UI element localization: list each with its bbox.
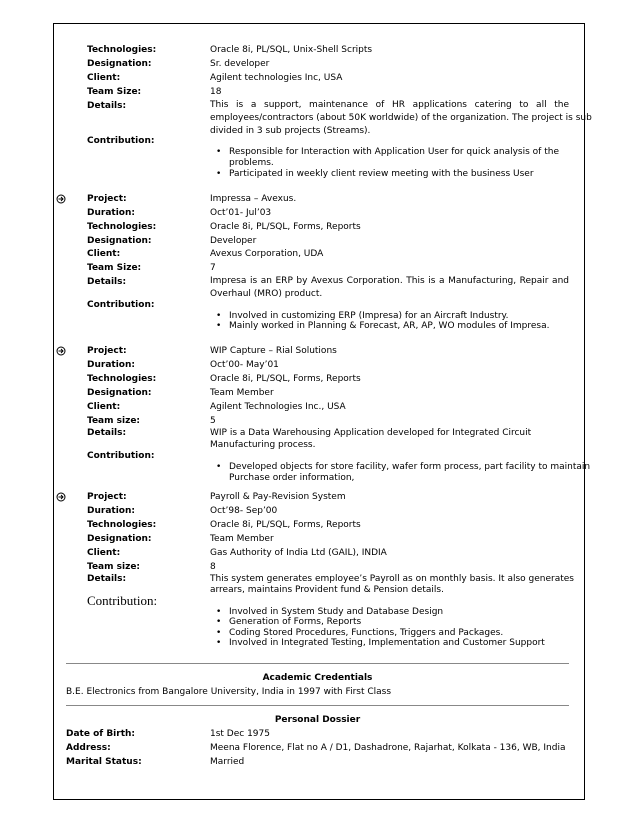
value-duration: Oct’01- Jul’03 xyxy=(210,208,272,218)
bullet-icon: • xyxy=(216,462,222,472)
label-contribution: Contribution: xyxy=(87,451,155,461)
label-client: Client: xyxy=(87,249,121,259)
label-details: Details: xyxy=(87,574,127,584)
value-duration: Oct’00- May’01 xyxy=(210,360,279,370)
details-line: divided in 3 sub projects (Streams). xyxy=(210,126,371,136)
bullet-icon: • xyxy=(216,617,222,627)
arrow-circle-icon xyxy=(56,194,66,204)
contribution-item: Involved in Integrated Testing, Implementation and Customer Support xyxy=(229,638,545,648)
value-team-size: 8 xyxy=(210,562,216,572)
label-duration: Duration: xyxy=(87,506,135,516)
arrow-circle-icon xyxy=(56,492,66,502)
value-client: Gas Authority of India Ltd (GAIL), INDIA xyxy=(210,548,387,558)
section-divider xyxy=(66,663,569,664)
personal-heading: Personal Dossier xyxy=(274,715,361,725)
value-designation: Team Member xyxy=(210,534,274,544)
bullet-icon: • xyxy=(216,311,222,321)
bullet-icon: • xyxy=(216,628,222,638)
academic-heading: Academic Credentials xyxy=(262,673,373,683)
label-details: Details: xyxy=(87,277,127,287)
label-technologies: Technologies: xyxy=(87,520,157,530)
value-client: Agilent technologies Inc, USA xyxy=(210,73,343,83)
label-team-size: Team size: xyxy=(87,562,141,572)
label-details: Details: xyxy=(87,428,127,438)
academic-text: B.E. Electronics from Bangalore University, India in 1997 with First Class xyxy=(66,687,392,697)
bullet-icon: • xyxy=(216,321,222,331)
value-marital-status: Married xyxy=(210,757,245,767)
label-technologies: Technologies: xyxy=(87,45,157,55)
value-designation: Sr. developer xyxy=(210,59,270,69)
contribution-item: Developed objects for store facility, wafer form process, part facility to maintain xyxy=(229,462,591,472)
value-team-size: 7 xyxy=(210,263,216,273)
value-designation: Developer xyxy=(210,236,257,246)
details-line: Manufacturing process. xyxy=(210,440,316,450)
label-marital-status: Marital Status: xyxy=(66,757,142,767)
label-project: Project: xyxy=(87,194,127,204)
arrow-circle-icon xyxy=(56,346,66,356)
label-designation: Designation: xyxy=(87,388,152,398)
value-address: Meena Florence, Flat no A / D1, Dashadrone, Rajarhat, Kolkata - 136, WB, India xyxy=(210,743,566,753)
details-line: WIP is a Data Warehousing Application developed for Integrated Circuit xyxy=(210,428,532,438)
value-project: Impressa – Avexus. xyxy=(210,194,297,204)
label-team-size: Team Size: xyxy=(87,87,142,97)
label-date-of-birth: Date of Birth: xyxy=(66,729,136,739)
value-duration: Oct’98- Sep’00 xyxy=(210,506,278,516)
bullet-icon: • xyxy=(216,607,222,617)
contribution-item: Responsible for Interaction with Application User for quick analysis of the xyxy=(229,147,559,157)
value-technologies: Oracle 8i, PL/SQL, Forms, Reports xyxy=(210,222,361,232)
details-line: arrears, maintains Provident fund & Pension details. xyxy=(210,585,444,595)
label-designation: Designation: xyxy=(87,59,152,69)
bullet-icon: • xyxy=(216,638,222,648)
contribution-item: Coding Stored Procedures, Functions, Triggers and Packages. xyxy=(229,628,504,638)
contribution-item: Purchase order information, xyxy=(229,473,355,483)
bullet-icon: • xyxy=(216,147,222,157)
label-designation: Designation: xyxy=(87,236,152,246)
value-project: Payroll & Pay-Revision System xyxy=(210,492,346,502)
label-contribution: Contribution: xyxy=(87,136,155,146)
value-team-size: 18 xyxy=(210,87,222,97)
contribution-item: Mainly worked in Planning & Forecast, AR, AP, WO modules of Impresa. xyxy=(229,321,550,331)
label-duration: Duration: xyxy=(87,208,135,218)
label-technologies: Technologies: xyxy=(87,374,157,384)
label-contribution: Contribution: xyxy=(87,300,155,310)
value-technologies: Oracle 8i, PL/SQL, Unix-Shell Scripts xyxy=(210,45,373,55)
label-project: Project: xyxy=(87,492,127,502)
details-line: employees/contractors (about 50K worldwide) of the organization. The project is sub xyxy=(210,113,592,123)
label-contribution: Contribution: xyxy=(87,593,158,608)
label-technologies: Technologies: xyxy=(87,222,157,232)
details-line: Impresa is an ERP by Avexus Corporation. This is a Manufacturing, Repair and xyxy=(210,276,569,286)
value-client: Avexus Corporation, UDA xyxy=(210,249,324,259)
label-project: Project: xyxy=(87,346,127,356)
label-address: Address: xyxy=(66,743,111,753)
value-project: WIP Capture – Rial Solutions xyxy=(210,346,337,356)
value-date-of-birth: 1st Dec 1975 xyxy=(210,729,270,739)
bullet-icon: • xyxy=(216,169,222,179)
label-client: Client: xyxy=(87,402,121,412)
details-line: This is a support, maintenance of HR applications catering to all the xyxy=(210,100,569,110)
details-line: This system generates employee’s Payroll as on monthly basis. It also generates xyxy=(210,574,574,584)
contribution-item: Involved in customizing ERP (Impresa) for an Aircraft Industry. xyxy=(229,311,509,321)
section-divider xyxy=(66,705,569,706)
value-designation: Team Member xyxy=(210,388,274,398)
details-line: Overhaul (MRO) product. xyxy=(210,289,323,299)
value-client: Agilent Technologies Inc., USA xyxy=(210,402,346,412)
label-duration: Duration: xyxy=(87,360,135,370)
label-team-size: Team Size: xyxy=(87,263,142,273)
label-client: Client: xyxy=(87,548,121,558)
value-technologies: Oracle 8i, PL/SQL, Forms, Reports xyxy=(210,374,361,384)
label-client: Client: xyxy=(87,73,121,83)
label-details: Details: xyxy=(87,101,127,111)
value-technologies: Oracle 8i, PL/SQL, Forms, Reports xyxy=(210,520,361,530)
value-team-size: 5 xyxy=(210,416,216,426)
contribution-item: Generation of Forms, Reports xyxy=(229,617,362,627)
contribution-item: Involved in System Study and Database Design xyxy=(229,607,444,617)
contribution-item: problems. xyxy=(229,158,274,168)
label-team-size: Team size: xyxy=(87,416,141,426)
contribution-item: Participated in weekly client review meeting with the business User xyxy=(229,169,534,179)
label-designation: Designation: xyxy=(87,534,152,544)
